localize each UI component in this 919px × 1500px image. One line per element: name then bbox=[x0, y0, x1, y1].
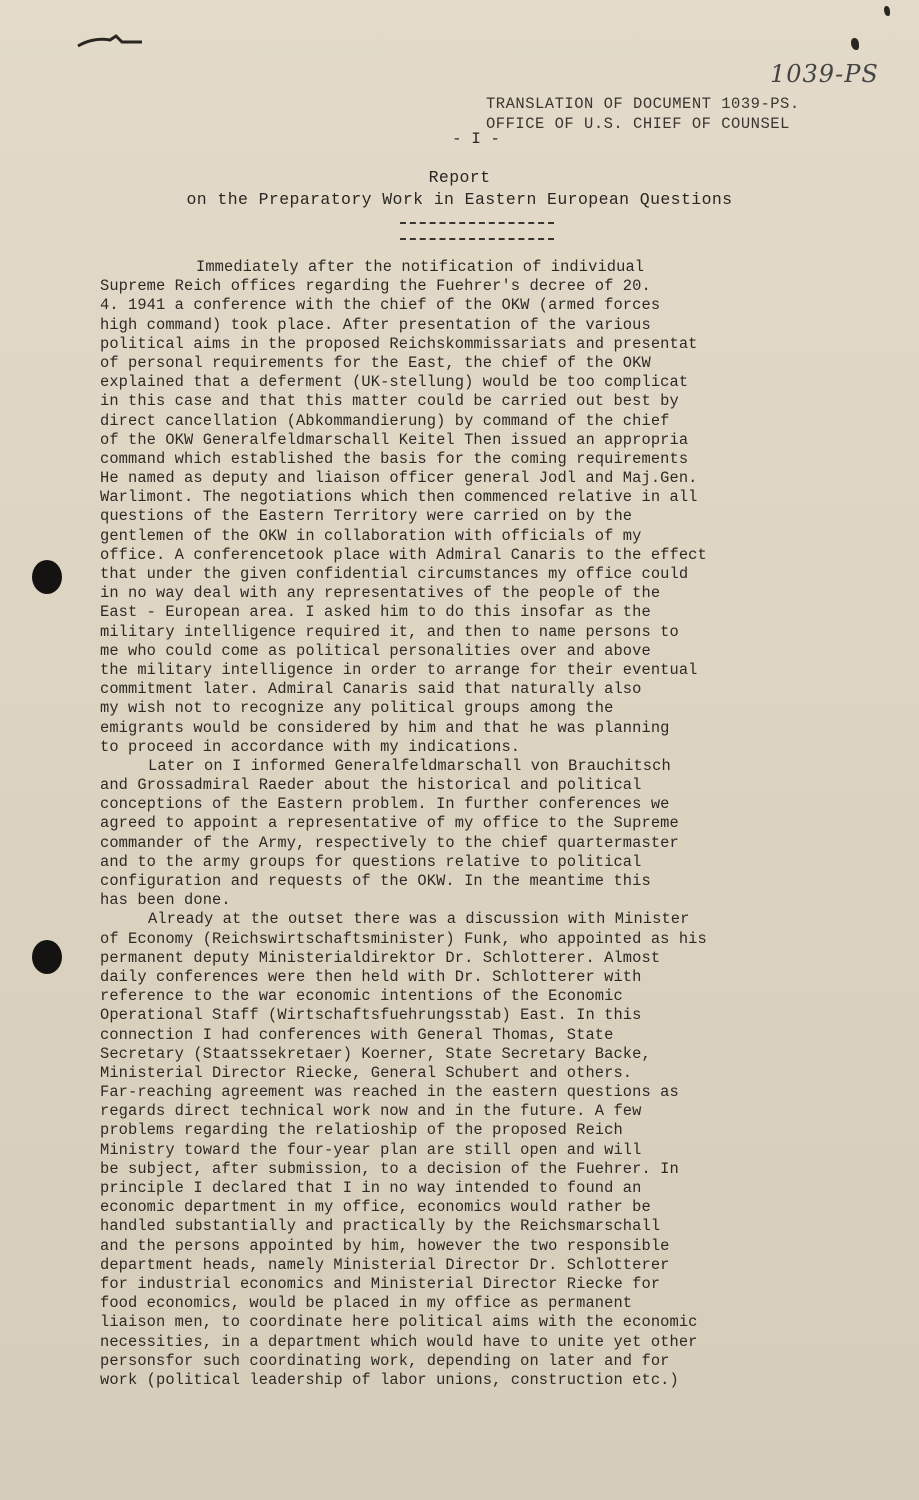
body-line: military intelligence required it, and then to name persons to bbox=[100, 622, 679, 641]
body-line: regards direct technical work now and in the future. A few bbox=[100, 1102, 642, 1121]
body-line: political aims in the proposed Reichskommissariats and presentat bbox=[100, 334, 698, 353]
body-line: Far-reaching agreement was reached in the eastern questions as bbox=[100, 1083, 679, 1102]
body-line: principle I declared that I in no way intended to found an bbox=[100, 1179, 642, 1197]
body-line: Warlimont. The negotiations which then commenced relative in all bbox=[100, 488, 698, 507]
body-line: has been done. bbox=[100, 891, 231, 910]
body-line: and Grossadmiral Raeder about the historical and political bbox=[100, 776, 642, 795]
body-line: the military intelligence in order to arrange for their eventual bbox=[100, 660, 698, 679]
body-line: permanent deputy Ministerialdirektor Dr. Schlotterer. Almost bbox=[100, 948, 661, 967]
body-line: my wish not to recognize any political groups among the bbox=[100, 699, 614, 718]
body-line: Supreme Reich offices regarding the Fuehrer's decree of 20. bbox=[100, 277, 651, 296]
body-line: commitment later. Admiral Canaris said that naturally also bbox=[100, 680, 642, 699]
body-line: me who could come as political personalities over and above bbox=[100, 641, 651, 660]
body-line: reference to the war economic intentions of the Economic bbox=[100, 987, 623, 1006]
body-line: gentlemen of the OKW in collaboration with officials of my bbox=[100, 526, 642, 545]
report-subtitle: on the Preparatory Work in Eastern European Questions bbox=[186, 190, 733, 209]
page-number: - I - bbox=[452, 130, 501, 148]
body-line: and the persons appointed by him, however the two responsible bbox=[100, 1236, 670, 1255]
body-line: handled substantially and practically by the Reichsmarschall bbox=[100, 1217, 661, 1236]
body-line: configuration and requests of the OKW. In the meantime this bbox=[100, 872, 651, 890]
body-line: work (political leadership of labor unions, construction etc.) bbox=[100, 1370, 679, 1389]
body-line: Already at the outset there was a discussion with Minister bbox=[148, 910, 690, 929]
body-line: high command) took place. After presentation of the various bbox=[100, 315, 651, 334]
body-line: be subject, after submission, to a decision of the Fuehrer. In bbox=[100, 1159, 679, 1178]
body-line: food economics, would be placed in my office as permanent bbox=[100, 1294, 633, 1313]
body-line: command which established the basis for the coming requirements bbox=[100, 449, 689, 468]
body-line: necessities, in a department which would have to unite yet other bbox=[100, 1332, 698, 1351]
body-line: to proceed in accordance with my indications. bbox=[100, 737, 521, 756]
body-line: in this case and that this matter could be carried out best by bbox=[100, 392, 679, 411]
body-line: Ministry toward the four-year plan are still open and will bbox=[100, 1140, 642, 1159]
body-line: explained that a deferment (UK-stellung) would be too complicat bbox=[100, 373, 689, 392]
body-line: economic department in my office, economics would rather be bbox=[100, 1198, 651, 1217]
body-line: conceptions of the Eastern problem. In further conferences we bbox=[100, 795, 670, 814]
body-line: liaison men, to coordinate here political aims with the economic bbox=[100, 1313, 698, 1332]
header-translation-line: TRANSLATION OF DOCUMENT 1039-PS. bbox=[486, 95, 800, 113]
body-line: that under the given confidential circumstances my office could bbox=[100, 565, 689, 583]
ink-smudge bbox=[884, 6, 890, 16]
body-line: direct cancellation (Abkommandierung) by command of the chief bbox=[100, 411, 670, 430]
body-line: Ministerial Director Riecke, General Schubert and others. bbox=[100, 1063, 633, 1082]
body-line: agreed to appoint a representative of my office to the Supreme bbox=[100, 814, 679, 833]
body-line: for industrial economics and Ministerial Director Riecke for bbox=[100, 1274, 661, 1293]
body-line: He named as deputy and liaison officer general Jodl and Maj.Gen. bbox=[100, 469, 698, 488]
ink-smudge bbox=[851, 38, 859, 50]
body-line: East - European area. I asked him to do this insofar as the bbox=[100, 603, 651, 622]
body-line: emigrants would be considered by him and that he was planning bbox=[100, 718, 670, 737]
body-line: personsfor such coordinating work, depending on later and for bbox=[100, 1351, 670, 1370]
body-line: Immediately after the notification of individual bbox=[196, 258, 645, 276]
body-line: Secretary (Staatssekretaer) Koerner, State Secretary Backe, bbox=[100, 1044, 651, 1063]
body-line: daily conferences were then held with Dr. Schlotterer with bbox=[100, 967, 642, 986]
body-line: questions of the Eastern Territory were carried on by the bbox=[100, 507, 633, 526]
body-line: problems regarding the relatioship of the proposed Reich bbox=[100, 1121, 623, 1140]
title-underline bbox=[400, 222, 554, 240]
body-line: of personal requirements for the East, the chief of the OKW bbox=[100, 353, 651, 372]
report-title: Report bbox=[428, 168, 491, 187]
corner-mark bbox=[76, 30, 146, 60]
body-line: connection I had conferences with General Thomas, State bbox=[100, 1025, 614, 1044]
body-line: department heads, namely Ministerial Director Dr. Schlotterer bbox=[100, 1255, 670, 1274]
punch-hole bbox=[32, 940, 62, 974]
header-office-line: OFFICE OF U.S. CHIEF OF COUNSEL bbox=[486, 115, 790, 133]
body-line: of the OKW Generalfeldmarschall Keitel Then issued an appropria bbox=[100, 430, 689, 449]
report-body bbox=[100, 258, 870, 1390]
body-line: in no way deal with any representatives of the people of the bbox=[100, 584, 661, 603]
body-line: and to the army groups for questions relative to political bbox=[100, 852, 642, 871]
punch-hole bbox=[32, 560, 62, 594]
body-line: of Economy (Reichswirtschaftsminister) Funk, who appointed as his bbox=[100, 929, 707, 948]
body-line: office. A conferencetook place with Admiral Canaris to the effect bbox=[100, 545, 707, 564]
body-line: commander of the Army, respectively to the chief quartermaster bbox=[100, 833, 679, 852]
body-line: Operational Staff (Wirtschaftsfuehrungsstab) East. In this bbox=[100, 1006, 642, 1025]
body-line: 4. 1941 a conference with the chief of the OKW (armed forces bbox=[100, 296, 661, 315]
body-line: Later on I informed Generalfeldmarschall von Brauchitsch bbox=[148, 756, 671, 775]
handwritten-note: 1039-PS bbox=[770, 60, 879, 88]
